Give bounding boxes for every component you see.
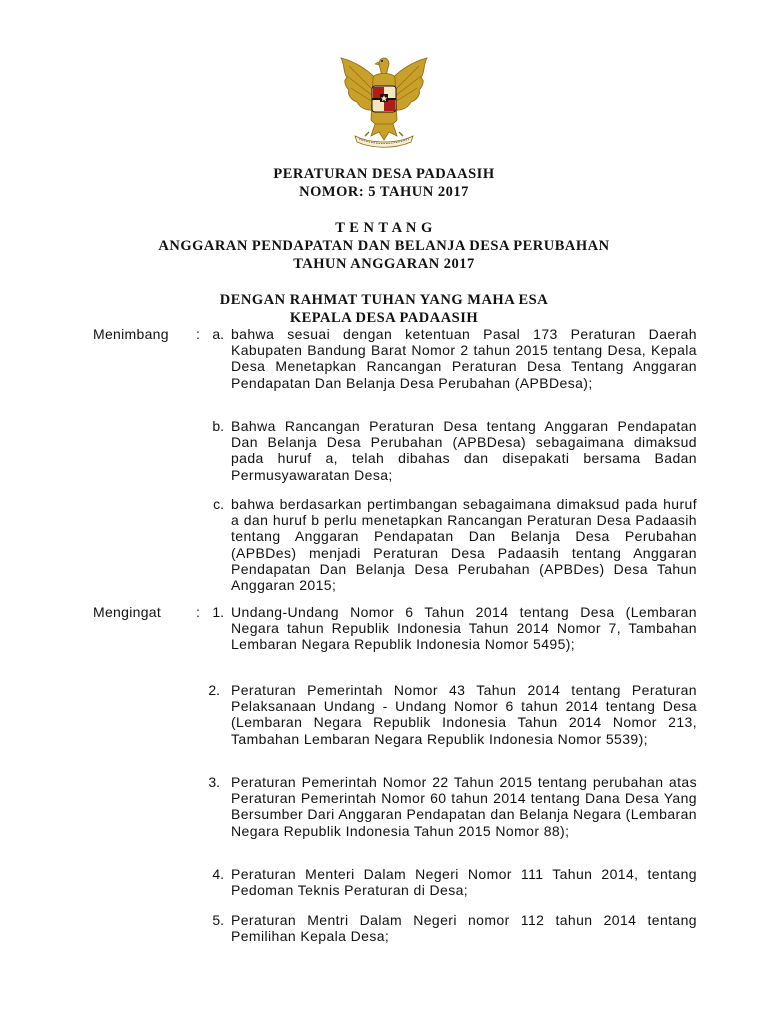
garuda-pancasila-icon [331,50,437,150]
tentang-heading: T E N T A N G [335,220,433,236]
mengingat-marker: 3. [208,774,220,790]
mengingat-item: Peraturan Pemerintah Nomor 43 Tahun 2014 tentang Peraturan Pelaksanaan Undang - Undang Nomor 6 tahun 2014 tentang Desa (Lembaran Negara Republik Indonesia Tahun 2014 Nomor 213, Tambahan Lembaran Negara Republik Indonesia Nomor 5539); [231,682,697,747]
subject-line-2: TAHUN ANGGARAN 2017 [293,256,475,272]
regulation-number: NOMOR: 5 TAHUN 2017 [299,184,469,200]
menimbang-item: Bahwa Rancangan Peraturan Desa tentang Anggaran Pendapatan Dan Belanja Desa Perubahan (APBDesa) sebagaimana dimaksud pada huruf a, telah dibahas dan disepakati bersama Badan Permusyawaratan Desa; [231,418,697,483]
mengingat-label: Mengingat [93,604,162,620]
garuda-emblem [331,50,437,150]
regulation-title: PERATURAN DESA PADAASIH [273,166,495,182]
mengingat-item: Peraturan Menteri Dalam Negeri Nomor 111 Tahun 2014, tentang Pedoman Teknis Peraturan di Desa; [231,866,697,899]
mengingat-marker: 1. [212,604,224,620]
mengingat-item: Peraturan Pemerintah Nomor 22 Tahun 2015 tentang perubahan atas Peraturan Pemerintah Nomor 60 tahun 2014 tentang Dana Desa Yang Bersumber Dari Anggaran Pendapatan dan Belanja Negara (Lembaran Negara Republik Indonesia Tahun 2015 Nomor 88); [231,774,697,839]
menimbang-marker: b. [212,418,224,434]
mengingat-item: Peraturan Mentri Dalam Negeri nomor 112 tahun 2014 tentang Pemilihan Kepala Desa; [231,912,697,945]
menimbang-colon: : [196,326,200,342]
mengingat-marker: 5. [212,912,224,928]
menimbang-marker: c. [213,496,224,512]
mengingat-marker: 2. [208,682,220,698]
mengingat-marker: 4. [212,866,224,882]
menimbang-label: Menimbang [93,326,169,342]
menimbang-marker: a. [212,326,224,342]
official-line: KEPALA DESA PADAASIH [289,310,479,326]
mengingat-item: Undang-Undang Nomor 6 Tahun 2014 tentang Desa (Lembaran Negara tahun Republik Indonesia Tahun 2014 Nomor 7, Tambahan Lembaran Negara Republik Indonesia Nomor 5495); [231,604,697,653]
mengingat-colon: : [196,604,200,620]
menimbang-item: bahwa sesuai dengan ketentuan Pasal 173 Peraturan Daerah Kabupaten Bandung Barat Nomor 2 tahun 2015 tentang Desa, Kepala Desa Menetapkan Rancangan Peraturan Desa Tentang Anggaran Pendapatan Dan Belanja Desa Perubahan (APBDesa); [231,326,697,391]
subject-line-1: ANGGARAN PENDAPATAN DAN BELANJA DESA PERUBAHAN [158,238,610,254]
blessing-line: DENGAN RAHMAT TUHAN YANG MAHA ESA [219,292,549,308]
menimbang-item: bahwa berdasarkan pertimbangan sebagaimana dimaksud pada huruf a dan huruf b perlu menetapkan Rancangan Peraturan Desa Padaasih tentang Anggaran Pendapatan Dan Belanja Desa Perubahan (APBDes) menjadi Peraturan Desa Padaasih tentang Anggaran Pendapatan Dan Belanja Desa Perubahan (APBDes) Desa Tahun Anggaran 2015; [231,496,697,594]
